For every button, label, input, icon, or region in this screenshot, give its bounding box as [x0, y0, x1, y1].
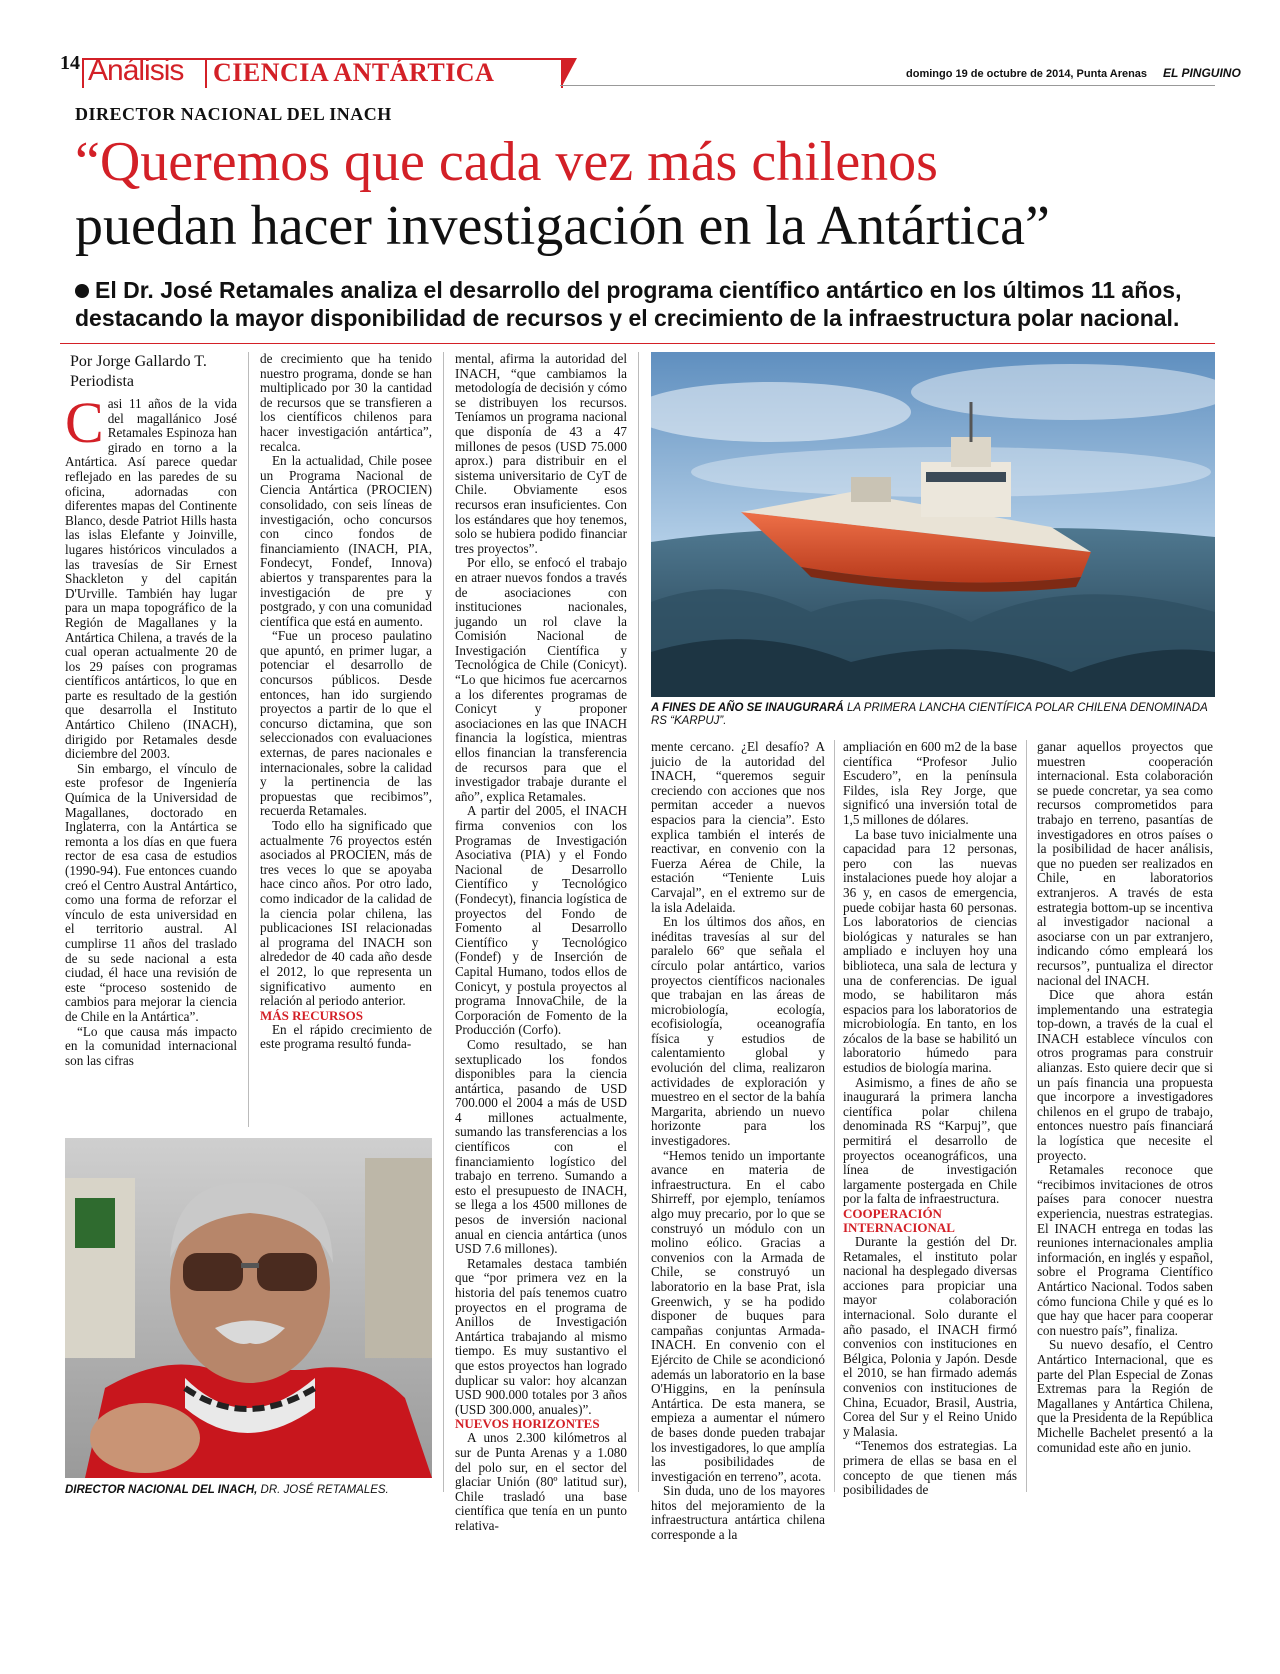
header-rule: [560, 85, 1215, 86]
dateline: domingo 19 de octubre de 2014, Punta Arenas: [906, 68, 1148, 80]
portrait-photo: [65, 1138, 432, 1478]
column-divider: [638, 352, 639, 1492]
paragraph: La base tuvo inicialmente una capacidad para 12 personas, pero con las nuevas instalaciones puede hoy alojar a 36 y, en casos de emergencia, puede cobijar hasta 60 personas. Los laboratorios de ciencias biológicas y naturales se han ampliado e incluyen hoy una biblioteca, una sala de lectura y una de conferencias. De igual modo, se habilitaron más espacios para los laboratorios de microbiología. En tanto, en los zócalos de la base se habilitó un laboratorio húmedo para estudios de biología marina.: [843, 826, 1017, 1076]
kicker: DIRECTOR NACIONAL DEL INACH: [75, 104, 392, 124]
paragraph: A partir del 2005, el INACH firma convenios con los Programas de Investigación Asociativa (PIA) y el Fondo Nacional de Desarrollo Científico y Tecnológico (Fondecyt), financia logística de proyectos del Fondo de Fomento al Desarrollo Científico y Tecnológico (Fondef) y de Inserción de Capital Humano, todos ellos de Conicyt, y postula proyectos al programa InnovaChile, de la Corporación de Fomento de la Producción (Corfo).: [455, 803, 627, 1038]
section-label: Análisis: [88, 54, 184, 87]
paragraph: Sin duda, uno de los mayores hitos del mejoramiento de la infraestructura antártica chilena corresponde a la: [651, 1483, 825, 1543]
paragraph: En la actualidad, Chile posee un Programa Nacional de Ciencia Antártica (PROCIEN) consolidado, con seis líneas de investigación, ocho concursos con cinco fondos de financiamiento (INACH, PIA, Fondecyt, Fondef, Innova) abiertos y transparentes para la investigación de pre y postgrado, y con una comunidad científica que está en aumento.: [260, 453, 432, 629]
byline-role: Periodista: [70, 373, 134, 390]
paragraph: “Lo que causa más impacto en la comunidad internacional son las cifras: [65, 1023, 237, 1068]
section-divider: [205, 60, 207, 88]
paragraph: ampliación en 600 m2 de la base científica “Profesor Julio Escudero”, en la península Fildes, isla Rey Jorge, que significó una inversión total de 1,5 millones de dólares.: [843, 739, 1017, 827]
column-divider: [1026, 740, 1027, 1492]
caption-text: LA PRIMERA LANCHA CIENTÍFICA POLAR CHILENA DENOMINADA RS “KARPUJ”.: [651, 702, 1208, 727]
paragraph: En los últimos dos años, en inéditas travesías al sur del paralelo 66º que señala el círculo polar antártico, varios proyectos científicos nacionales que trabajan en las áreas de microbiología, ecología, ecofisiología, oceanografía física y estudios de calentamiento global y evolución del clima, realizaron actividades de exploración y muestreo en el sector de la bahía Margarita, abriendo un nuevo horizonte para los investigadores.: [651, 914, 825, 1149]
paragraph: “Hemos tenido un importante avance en materia de infraestructura. En el cabo Shirreff, por ejemplo, teníamos algo muy precario, por lo que se construyó un módulo con un molino eólico. Gracias a convenios con la Armada de Chile, se construyó un laboratorio en la base Prat, isla Greenwich, y se ha podido disponer de buques para campañas conjuntas Armada-INACH. En convenio con el Ejército de Chile se acondicionó además un laboratorio en la base O'Higgins, en la península Antártica. De esta manera, se empieza a aumentar el número de bases donde pueden trabajar los investigadores, lo que amplía las posibilidades de investigación en terreno”, acota.: [651, 1147, 825, 1484]
deck: [75, 276, 1215, 332]
headline-line-2: puedan hacer investigación en la Antártica”: [75, 195, 1050, 257]
ship-image: [651, 352, 1215, 697]
paragraph: mente cercano. ¿El desafío? A juicio de la autoridad del INACH, “queremos seguir creciendo con acciones que nos permitan acceder a nuevos espacios para la ciencia”. Esto explica también el interés de reactivar, en convenio con la Fuerza Aérea de Chile, la estación “Teniente Luis Carvajal”, en el extremo sur de la isla Adelaida.: [651, 739, 825, 915]
paragraph: Sin embargo, el vínculo de este profesor de Ingeniería Química de la Universidad de Magallanes, doctorado en Inglaterra, con la Antártica se remonta a los días en que fuera rector de esa casa de estudios (1990-94). Fue entonces cuando creó el Centro Austral Antártico, como una forma de reforzar el vínculo de esta universidad en el territorio austral. Al cumplirse 11 años del traslado de su sede nacional a esta ciudad, él hace una revisión de este “proceso sostenido de cambios para mejorar la ciencia de Chile en la Antártica”.: [65, 760, 237, 1024]
article-column-2: [260, 352, 432, 1052]
article-column-3: [455, 352, 627, 1534]
paragraph: Por ello, se enfocó el trabajo en atraer nuevos fondos a través de asociaciones con instituciones nacionales, jugando un rol clave la Comisión Nacional de Investigación Científica y Tecnológica de Chile (Conicyt). “Lo que hicimos fue acercarnos a los diferentes programas de Conicyt y proponer asociaciones en las que INACH financia la logística, mientras ellos financian la transferencia de recursos para que el investigador trabaje durante el año”, explica Retamales.: [455, 555, 627, 804]
page-number: 14: [60, 52, 80, 74]
paragraph: Durante la gestión del Dr. Retamales, el instituto polar nacional ha desplegado diversas acciones para propiciar una mayor colaboración internacional. Solo durante el año pasado, el INACH firmó convenios con instituciones en Bélgica, Polonia y Japón. Desde el 2010, se han firmado además convenios con instituciones de China, Ecuador, Brasil, Austria, Corea del Sur y el Reino Unido y Malasia.: [843, 1234, 1017, 1439]
article-column-6: [1037, 740, 1213, 1455]
ship-photo: [651, 352, 1215, 697]
paragraph: Todo ello ha significado que actualmente 76 proyectos estén asociados al PROCIEN, más de tres veces lo que se apoyaba hace cinco años. Por otro lado, como indicador de la calidad de la ciencia polar chilena, las publicaciones ISI relacionadas al programa del INACH son alrededor de 40 cada año desde el 2012, lo que representa un significativo aumento en relación al periodo anterior.: [260, 818, 432, 1009]
column-divider: [443, 352, 444, 1492]
portrait-caption: [65, 1484, 389, 1496]
headline-line-1: “Queremos que cada vez más chilenos: [75, 131, 938, 193]
caption-text: DR. JOSÉ RETAMALES.: [257, 1484, 389, 1496]
paragraph: Su nuevo desafío, el Centro Antártico Internacional, que es parte del Plan Especial de Zonas Extremas para la Región de Magallanes y Antártica Chilena, que la Presidenta de la República Michelle Bachelet presentó a la comunidad este año en junio.: [1037, 1337, 1213, 1455]
paragraph: mental, afirma la autoridad del INACH, “que cambiamos la metodología de decisión y cómo se distribuyen los recursos. Teníamos un programa nacional que disponía de 43 a 47 millones de pesos (USD 75.000 aprox.) para distribuir en el sistema universitario de CyT de Chile. Obviamente esos recursos eran insuficientes. Con los estándares que hoy tenemos, solo se hubiera podido financiar tres proyectos”.: [455, 351, 627, 556]
paragraph: Retamales destaca también que “por primera vez en la historia del país tenemos cuatro proyectos en el programa de Anillos de Investigación Antártica trabajando al mismo tiempo. Es muy sustantivo el que estos proyectos han logrado duplicar su valor: hoy alcanzan USD 900.000 totales por 3 años (USD 300.000, anuales)”.: [455, 1255, 627, 1417]
column-divider: [834, 740, 835, 1492]
paragraph: Retamales reconoce que “recibimos invitaciones de otros países para conocer nuestra experiencia, nuestras estrategias. El INACH entrega en todas las reuniones internacionales amplia información, en inglés y español, sobre el Programa Científico Antártico Nacional. Todos saben cómo funciona Chile y qué es lo que hay que hacer para cooperar con nuestro país”, finaliza.: [1037, 1162, 1213, 1338]
paragraph: “Fue un proceso paulatino que apuntó, en primer lugar, a potenciar el desarrollo de concursos públicos. Desde entonces, han ido surgiendo proyectos a partir de lo que el concurso dictamina, que son seleccionados con evaluaciones externas, de pares nacionales e internacionales, sobre la calidad y la pertinencia de las propuestas que recibimos”, recuerda Retamales.: [260, 628, 432, 819]
paragraph: En el rápido crecimiento de este programa resultó funda-: [260, 1021, 432, 1052]
bullet-icon: [75, 284, 89, 298]
paragraph: “Tenemos dos estrategias. La primera de ellas se basa en el concepto de que tienen más posibilidades de: [843, 1438, 1017, 1498]
portrait-image: [65, 1138, 432, 1478]
headline-rule: [60, 343, 1215, 344]
subheading-cooperacion: COOPERACIÓN INTERNACIONAL: [843, 1206, 955, 1235]
caption-lead: DIRECTOR NACIONAL DEL INACH,: [65, 1484, 258, 1496]
byline: [70, 352, 207, 392]
paragraph: Como resultado, se han sextuplicado los fondos disponibles para la ciencia antártica, pasando de USD 700.000 el 2004 a más de USD 4 millones actualmente, sumando las transferencias a los científicos con el financiamiento logístico del trabajo en terreno. Sumando a esto el presupuesto de INACH, se llega a los 4500 millones de pesos de inversión nacional anual en ciencia antártica (unos USD 7.6 millones).: [455, 1036, 627, 1257]
ship-caption: [651, 702, 1215, 728]
drop-cap: C: [65, 390, 104, 455]
subheading-nuevos-horizontes: NUEVOS HORIZONTES: [455, 1416, 600, 1432]
paragraph: Dice que ahora están implementando una estrategia top-down, a través de la cual el INACH establece vínculos con otros programas para construir alianzas. Esto quiere decir que si un país financia una propuesta que incorpore a investigadores chilenos en el grupo de trabajo, entonces nuestro país financiará la logística que necesite el proyecto.: [1037, 987, 1213, 1163]
byline-name: Por Jorge Gallardo T.: [70, 353, 207, 370]
section-title: CIENCIA ANTÁRTICA: [213, 58, 495, 87]
paragraph: de crecimiento que ha tenido nuestro programa, donde se han multiplicado por 30 la cantidad de recursos que se transfieren a los científicos chilenos para hacer investigación antártica”, recalca.: [260, 351, 432, 454]
caption-lead: A FINES DE AÑO SE INAUGURARÁ: [651, 702, 844, 714]
paragraph: A unos 2.300 kilómetros al sur de Punta Arenas y a 1.080 del polo sur, en el sector del glaciar Unión (80º latitud sur), Chile trasladó una base científica que tenía en un punto relativa-: [455, 1430, 627, 1533]
subheading-mas-recursos: MÁS RECURSOS: [260, 1007, 363, 1023]
paragraph: asi 11 años de la vida del magallánico José Retamales Espinoza han girado en torno a la Antártica. Así parece quedar reflejado en las paredes de su oficina, adornadas con diferentes mapas del Continente Blanco, desde Patriot Hills hasta las islas Elefante y Joinville, lugares históricos vinculados a las travesías de Sir Ernest Shackleton y del capitán D'Urville. También hay lugar para un mapa topográfico de la Región de Magallanes y la Antártica Chilena, a través de la cual operan actualmente 20 de los 29 países con programas científicos antárticos, lo que en parte es resultado de la gestión que desarrolla el Instituto Antártico Chileno (INACH), dirigido por Retamales desde diciembre del 2003.: [65, 396, 237, 762]
paragraph: Asimismo, a fines de año se inaugurará la primera lancha científica polar chilena denominada RS “Karpuj”, que permitirá el desarrollo de proyectos oceanográficos, una línea de investigación largamente postergada en Chile por la falta de infraestructura.: [843, 1074, 1017, 1207]
deck-text: El Dr. José Retamales analiza el desarrollo del programa científico antártico en los últimos 11 años, destacando la mayor disponibilidad de recursos y el crecimiento de la infraestructura polar nacional.: [75, 277, 1182, 331]
newspaper-name: EL PINGUINO: [1163, 66, 1241, 80]
article-column-4: [651, 740, 825, 1543]
column-divider: [248, 352, 249, 1127]
paragraph: ganar aquellos proyectos que muestren cooperación internacional. Esta colaboración se puede concretar, ya sea como recursos comprometidos para trabajo en terreno, pasantías de investigadores en otros países o la posibilidad de hacer análisis, que no pueden ser realizados en Chile, en laboratorios extranjeros. A través de esta estrategia bottom-up se incentiva al investigador nacional a asociarse con un par extranjero, indicando cómo empleará los recursos”, puntualiza el director nacional del INACH.: [1037, 739, 1213, 988]
article-column-5: [843, 740, 1017, 1498]
article-column-1: [65, 390, 237, 1068]
